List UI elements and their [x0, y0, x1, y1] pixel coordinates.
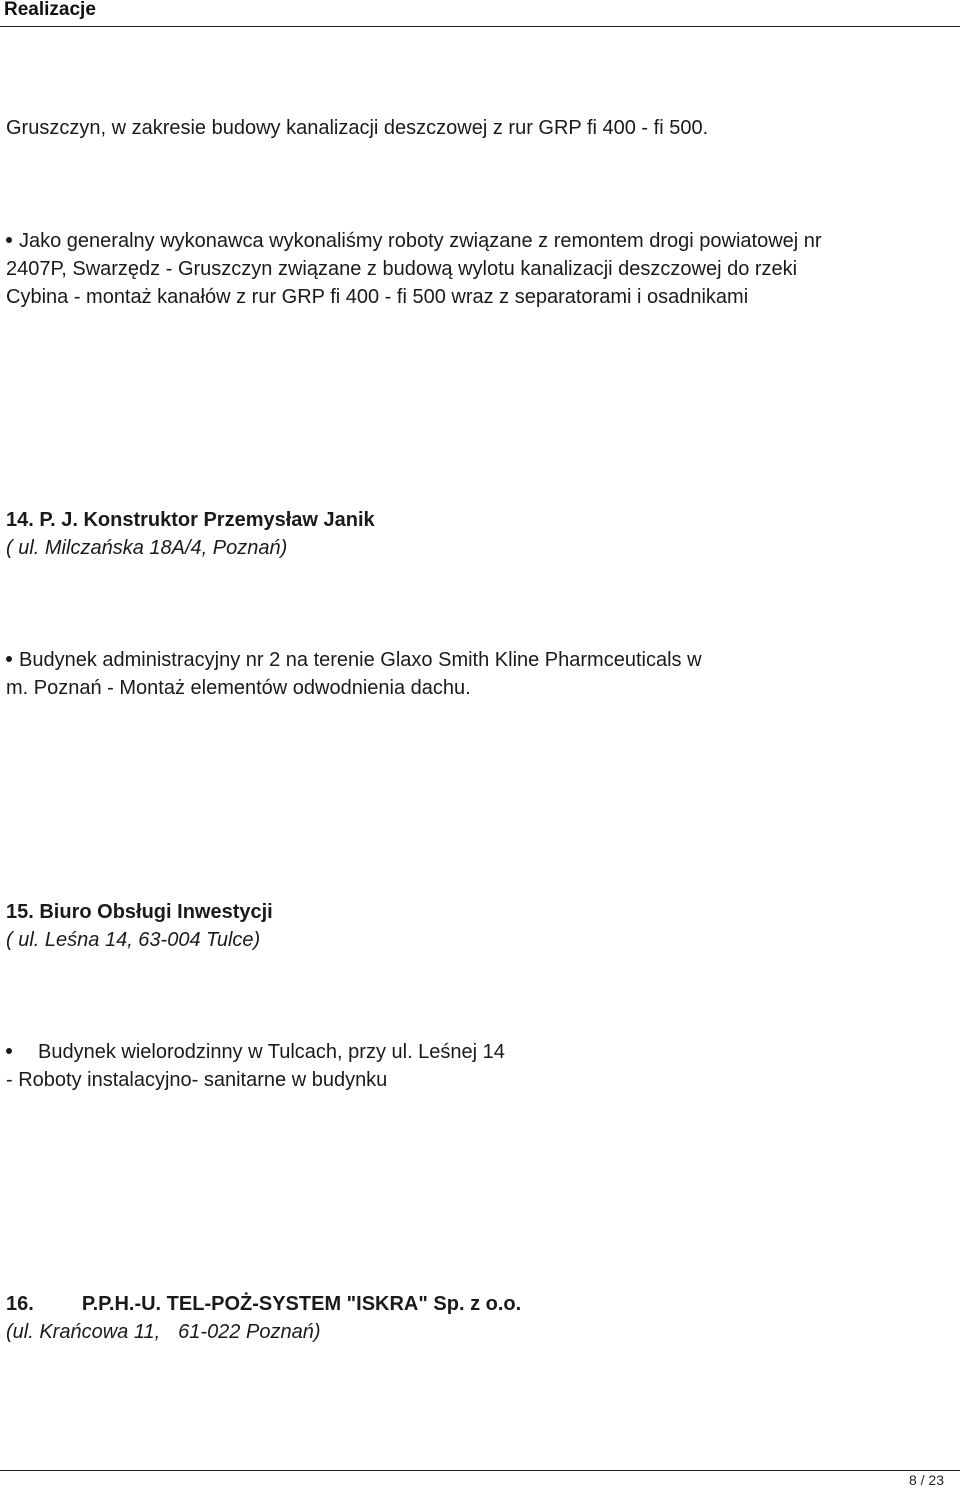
gruszczyn-bullet-text-1: Jako generalny wykonawca wykonaliśmy roboty związane z remontem drogi powiatowej nr: [19, 230, 822, 252]
iskra-heading-number: 16.: [6, 1293, 34, 1315]
bullet-icon: [6, 237, 12, 243]
janik-address: ( ul. Milczańska 18A/4, Poznań): [6, 537, 288, 559]
bullet-icon: [6, 656, 12, 662]
gruszczyn-bullet-line-2: 2407P, Swarzędz - Gruszczyn związane z budową wylotu kanalizacji deszczowej do rzeki: [6, 258, 798, 280]
page-indicator: 8 / 23: [908, 1472, 944, 1488]
iskra-heading-name: P.P.H.-U. TEL-POŻ-SYSTEM "ISKRA" Sp. z o.o.: [81, 1293, 522, 1315]
header-divider: [0, 26, 960, 27]
janik-heading: 14. P. J. Konstruktor Przemysław Janik: [6, 509, 375, 531]
gruszczyn-intro: Gruszczyn, w zakresie budowy kanalizacji deszczowej z rur GRP fi 400 - fi 500.: [6, 117, 709, 139]
gruszczyn-bullet-line-3: Cybina - montaż kanałów z rur GRP fi 400 - fi 500 wraz z separatorami i osadnikami: [6, 286, 749, 308]
biuro-bullet-line-1: [6, 1038, 505, 1066]
gruszczyn-bullet-line-1: [6, 227, 822, 255]
biuro-heading: 15. Biuro Obsługi Inwestycji: [6, 901, 273, 923]
iskra-address-start: (ul. Krańcowa 11,: [6, 1321, 161, 1343]
iskra-heading: [6, 1290, 521, 1318]
biuro-bullet-text-1: Budynek wielorodzinny w Tulcach, przy ul. Leśnej 14: [38, 1041, 505, 1063]
janik-bullet-line-1: [6, 646, 702, 674]
biuro-bullet-line-2: - Roboty instalacyjno- sanitarne w budynku: [6, 1069, 388, 1091]
biuro-address: ( ul. Leśna 14, 63-004 Tulce): [6, 929, 261, 951]
iskra-address: [6, 1318, 320, 1346]
janik-bullet-line-2: m. Poznań - Montaż elementów odwodnienia dachu.: [6, 677, 471, 699]
footer-divider: [0, 1470, 960, 1471]
bullet-icon: [6, 1048, 12, 1054]
iskra-address-end: 61-022 Poznań): [178, 1321, 321, 1343]
page-title: Realizacje: [4, 0, 96, 20]
janik-bullet-text-1: Budynek administracyjny nr 2 na terenie Glaxo Smith Kline Pharmceuticals w: [19, 649, 702, 671]
